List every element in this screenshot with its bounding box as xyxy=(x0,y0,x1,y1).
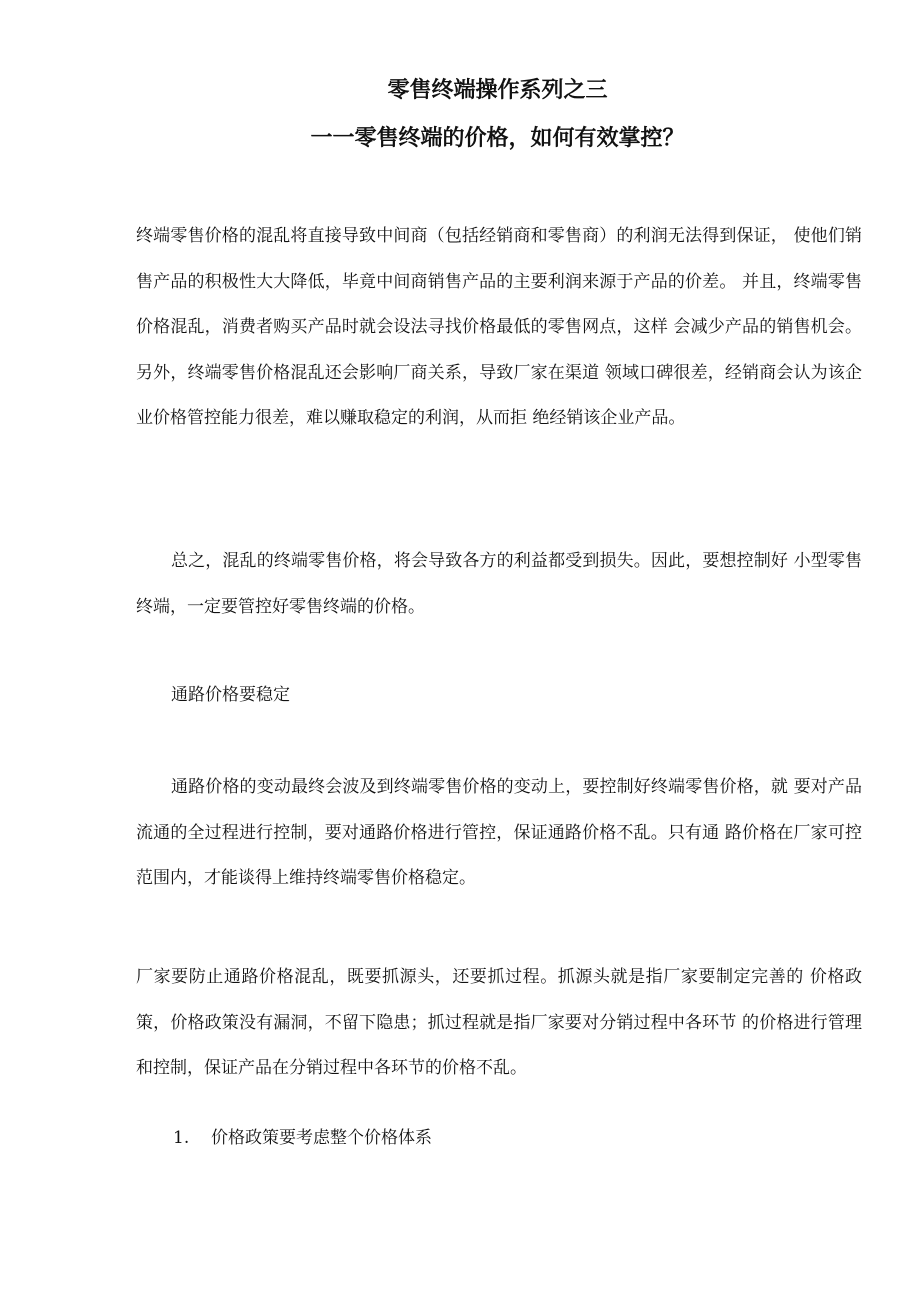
list-item-text: 价格政策要考虑整个价格体系 xyxy=(211,1128,432,1148)
paragraph-1: 终端零售价格的混乱将直接导致中间商（包括经销商和零售商）的利润无法得到保证， 使他们销售产品的积极性大大降低，毕竟中间商销售产品的主要利润来源于产品的价差。 并且，终端零售价格混乱，消费者购买产品时就会设法寻找价格最低的零售网点，这样 会减少产品的销售机会。另外，终端零售价格混乱还会影响厂商关系，导致厂家在渠道 领域口碑很差，经销商会认为该企业价格管控能力很差，难以赚取稳定的利润，从而拒 绝经销该企业产品。 xyxy=(136,226,862,428)
paragraph-2: 总之，混乱的终端零售价格，将会导致各方的利益都受到损失。因此，要想控制好 小型零售终端，一定要管控好零售终端的价格。 xyxy=(136,551,862,617)
paragraph-4: 厂家要防止通路价格混乱，既要抓源头，还要抓过程。抓源头就是指厂家要制定完善的 价格政策，价格政策没有漏洞，不留下隐患；抓过程就是指厂家要对分销过程中各环节 的价格进行管理和控制，保证产品在分销过程中各环节的价格不乱。 xyxy=(136,967,862,1078)
section-heading: 通路价格要稳定 xyxy=(171,685,290,705)
document-subtitle: 一一零售终端的价格，如何有效掌控？ xyxy=(310,125,685,151)
list-item xyxy=(173,1116,432,1162)
document-title: 零售终端操作系列之三 xyxy=(387,77,608,103)
paragraph-3: 通路价格的变动最终会波及到终端零售价格的变动上，要控制好终端零售价格，就 要对产品流通的全过程进行控制，要对通路价格进行管控，保证通路价格不乱。只有通 路价格在厂家可控范围内，才能谈得上维持终端零售价格稳定。 xyxy=(136,777,862,888)
list-item-number: 1. xyxy=(173,1128,190,1148)
